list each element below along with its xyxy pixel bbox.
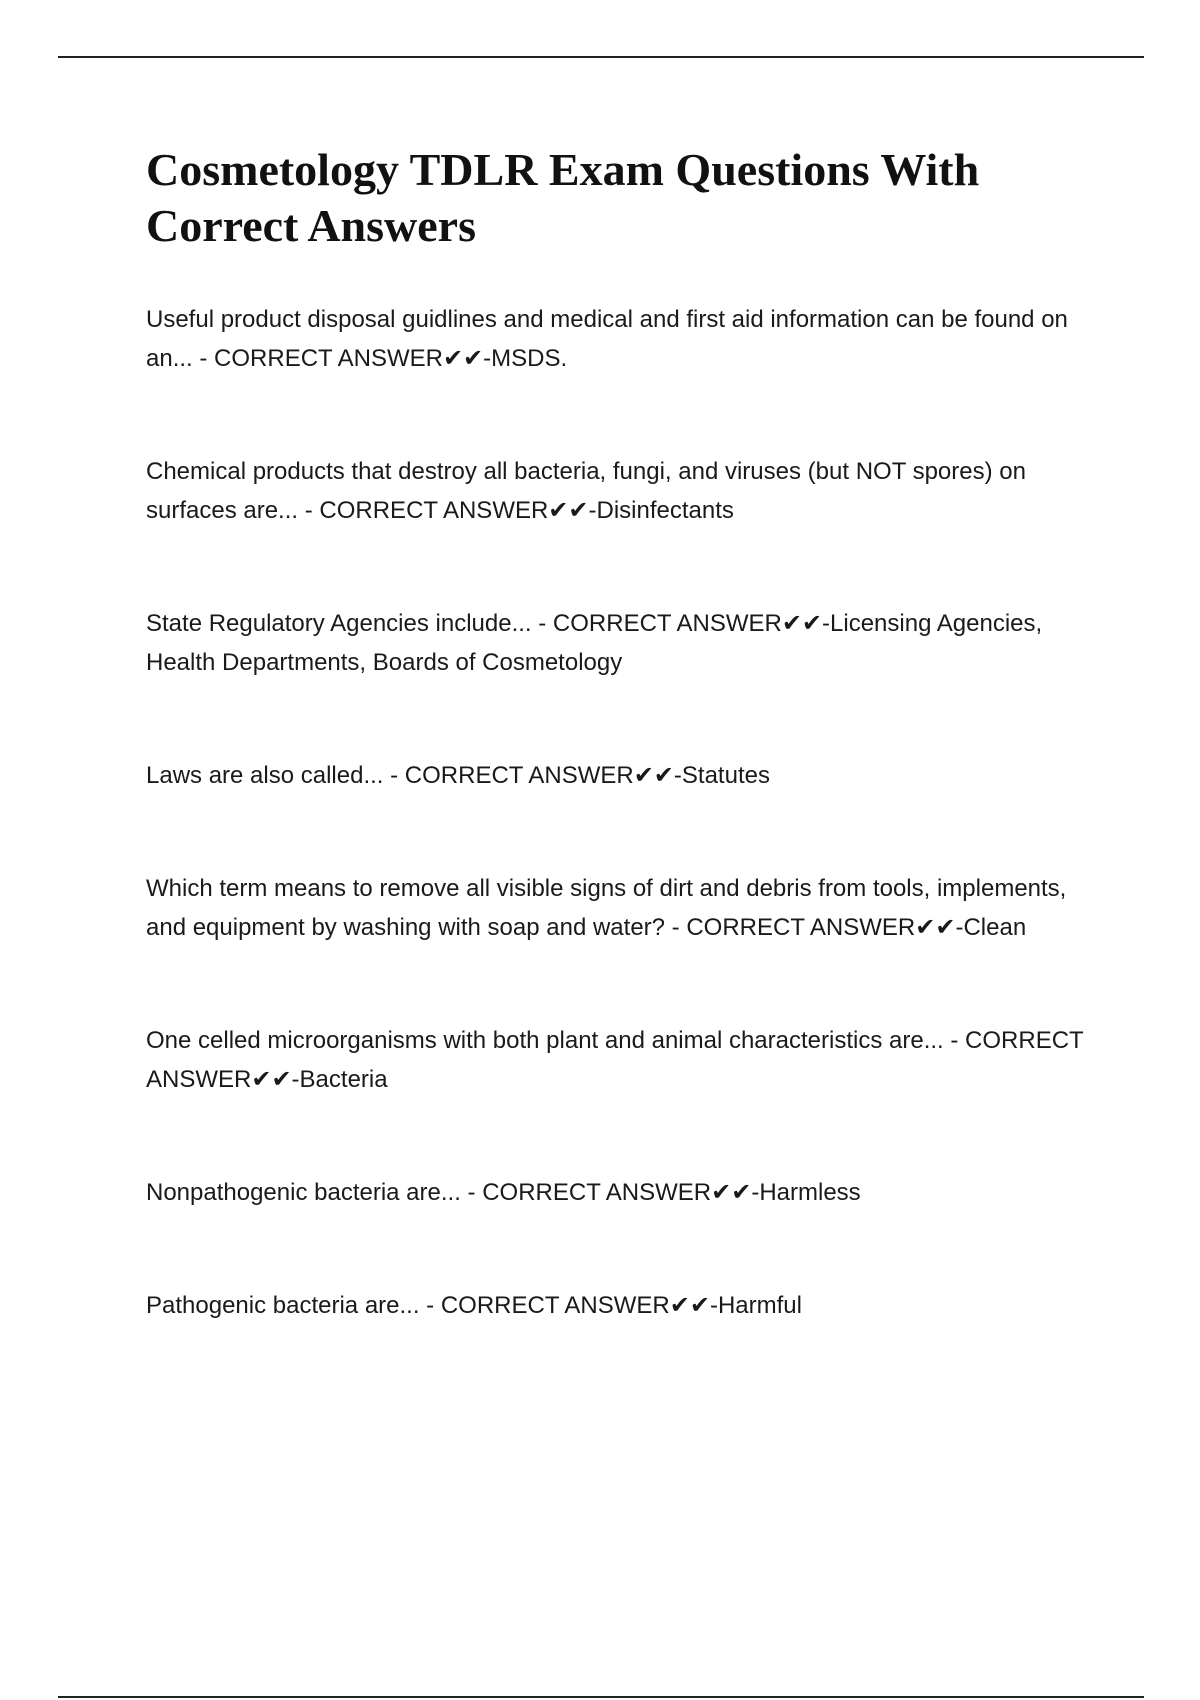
qa-item-8: Pathogenic bacteria are... - CORRECT ANSWER✔✔-Harmful bbox=[146, 1292, 802, 1319]
document-body bbox=[146, 142, 1086, 1399]
qa-item-7: Nonpathogenic bacteria are... - CORRECT ANSWER✔✔-Harmless bbox=[146, 1179, 861, 1206]
document-title: Cosmetology TDLR Exam Questions With Correct Answers bbox=[146, 144, 980, 251]
qa-item-3: State Regulatory Agencies include... - CORRECT ANSWER✔✔-Licensing Agencies, Health Departments, Boards of Cosmetology bbox=[146, 610, 1043, 676]
qa-item-1: Useful product disposal guidlines and medical and first aid information can be found on an... - CORRECT ANSWER✔✔-MSDS. bbox=[146, 306, 1068, 372]
page-footer-rule bbox=[58, 1696, 1144, 1698]
qa-item-4: Laws are also called... - CORRECT ANSWER✔✔-Statutes bbox=[146, 762, 770, 789]
page-header-rule bbox=[58, 56, 1144, 58]
qa-item-5: Which term means to remove all visible signs of dirt and debris from tools, implements, and equipment by washing with soap and water? - CORRECT ANSWER✔✔-Clean bbox=[146, 875, 1067, 941]
qa-item-6: One celled microorganisms with both plant and animal characteristics are... - CORRECT ANSWER✔✔-Bacteria bbox=[146, 1027, 1084, 1093]
qa-list bbox=[146, 300, 1086, 1325]
qa-item-2: Chemical products that destroy all bacteria, fungi, and viruses (but NOT spores) on surfaces are... - CORRECT ANSWER✔✔-Disinfectants bbox=[146, 458, 1026, 524]
